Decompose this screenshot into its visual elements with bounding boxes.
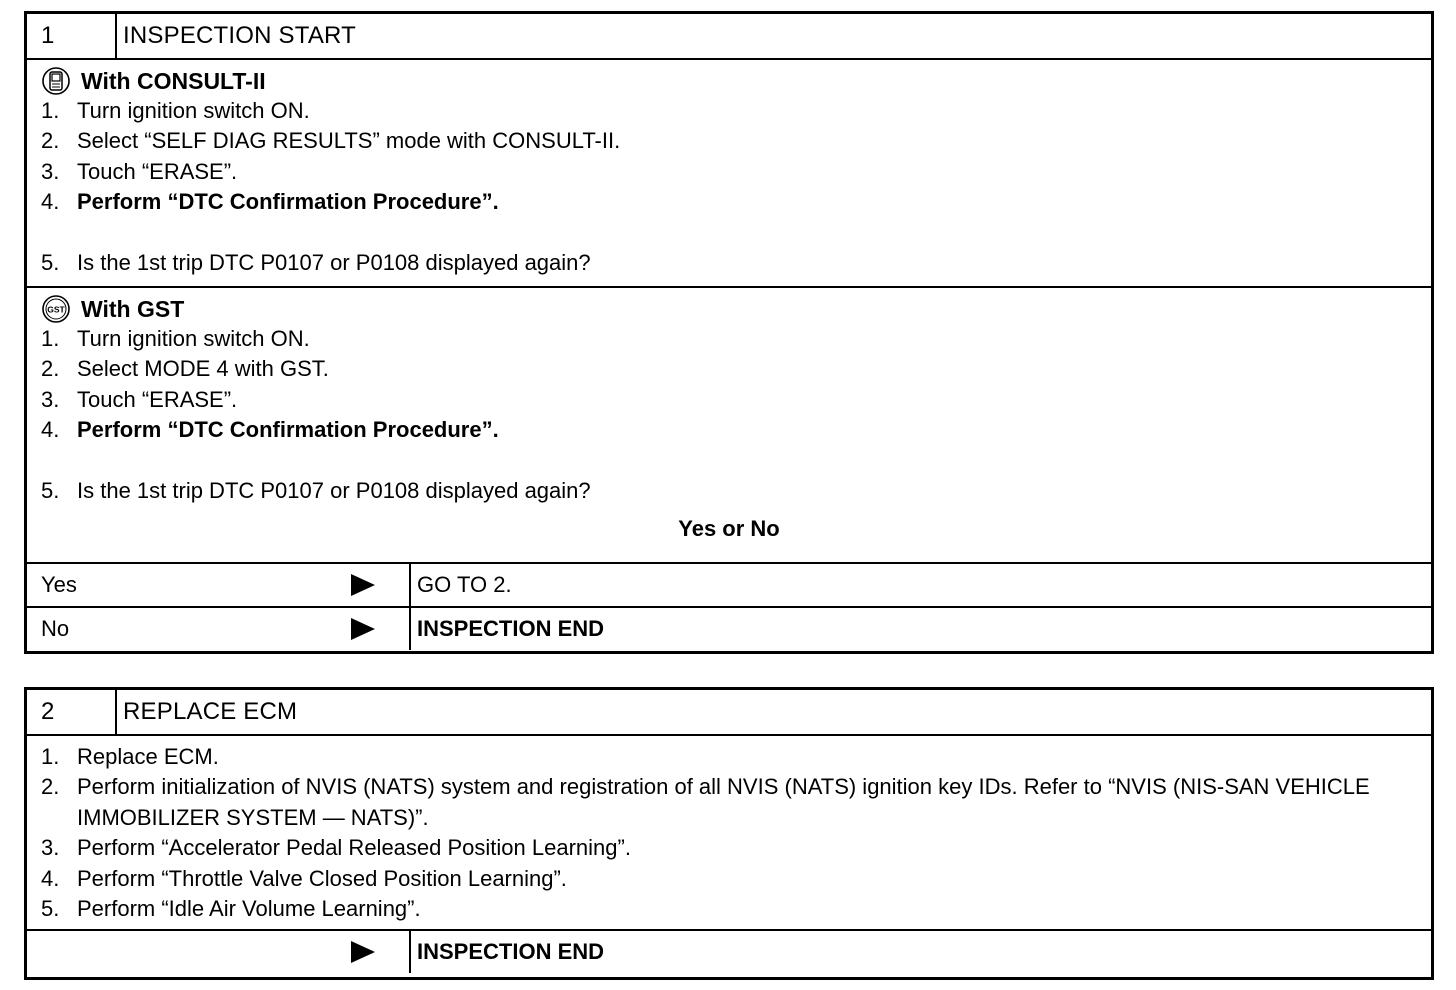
step-1-box <box>24 11 1434 654</box>
step-1-header <box>27 14 1431 60</box>
gst-title: With GST <box>81 295 185 322</box>
list-item: 1. Replace ECM. <box>41 744 219 769</box>
arrow-right-icon <box>351 940 375 964</box>
step-2-header <box>27 690 1431 736</box>
list-item: 5. Is the 1st trip DTC P0107 or P0108 displayed again? <box>41 249 591 275</box>
step-title: REPLACE ECM <box>123 698 298 725</box>
consult-section-title <box>41 66 1431 96</box>
list-item: 3. Touch “ERASE”. <box>41 386 238 412</box>
result-row-yes <box>27 562 1431 606</box>
list-item: 3. Perform “Accelerator Pedal Released Position Learning”. <box>41 835 631 861</box>
result-row-no <box>27 606 1431 650</box>
step-title: INSPECTION START <box>123 22 357 49</box>
result-action: GO TO 2. <box>417 572 512 597</box>
list-item: 3. Touch “ERASE”. <box>41 158 238 184</box>
step-number: 2 <box>27 690 117 734</box>
result-action: INSPECTION END <box>417 939 605 964</box>
gst-section <box>27 288 1431 562</box>
svg-text:GST: GST <box>47 304 65 315</box>
list-item: 4. Perform “DTC Confirmation Procedure”. <box>41 417 499 443</box>
list-item: 5. Perform “Idle Air Volume Learning”. <box>41 895 421 921</box>
result-label: No <box>41 616 70 641</box>
replace-ecm-section <box>27 736 1431 929</box>
list-item: 5. Is the 1st trip DTC P0107 or P0108 displayed again? <box>41 477 591 503</box>
yes-or-no-question: Yes or No <box>678 516 780 542</box>
step-2-box <box>24 687 1434 980</box>
list-item: 2. Perform initialization of NVIS (NATS) system and registration of all NVIS (NATS) ignition key IDs. Refer to “NVIS (NIS-SAN VEHICLE IMMOBILIZER SYSTEM — NATS)”. <box>41 774 1370 830</box>
list-item: 2. Select MODE 4 with GST. <box>41 356 329 382</box>
gst-icon <box>41 294 71 324</box>
arrow-right-icon <box>351 617 375 641</box>
list-item: 1. Turn ignition switch ON. <box>41 98 310 123</box>
list-item: 2. Select “SELF DIAG RESULTS” mode with CONSULT-II. <box>41 128 621 154</box>
consult-section <box>27 60 1431 288</box>
step-number: 1 <box>27 14 117 58</box>
consult-icon <box>41 66 71 96</box>
list-item: 1. Turn ignition switch ON. <box>41 326 310 351</box>
consult-title: With CONSULT-II <box>81 67 266 94</box>
arrow-right-icon <box>351 573 375 597</box>
list-item: 4. Perform “Throttle Valve Closed Position Learning”. <box>41 865 567 891</box>
result-action: INSPECTION END <box>417 616 605 641</box>
result-label: Yes <box>41 572 77 597</box>
gst-section-title <box>41 294 1431 324</box>
list-item: 4. Perform “DTC Confirmation Procedure”. <box>41 189 499 215</box>
result-row <box>27 929 1431 973</box>
